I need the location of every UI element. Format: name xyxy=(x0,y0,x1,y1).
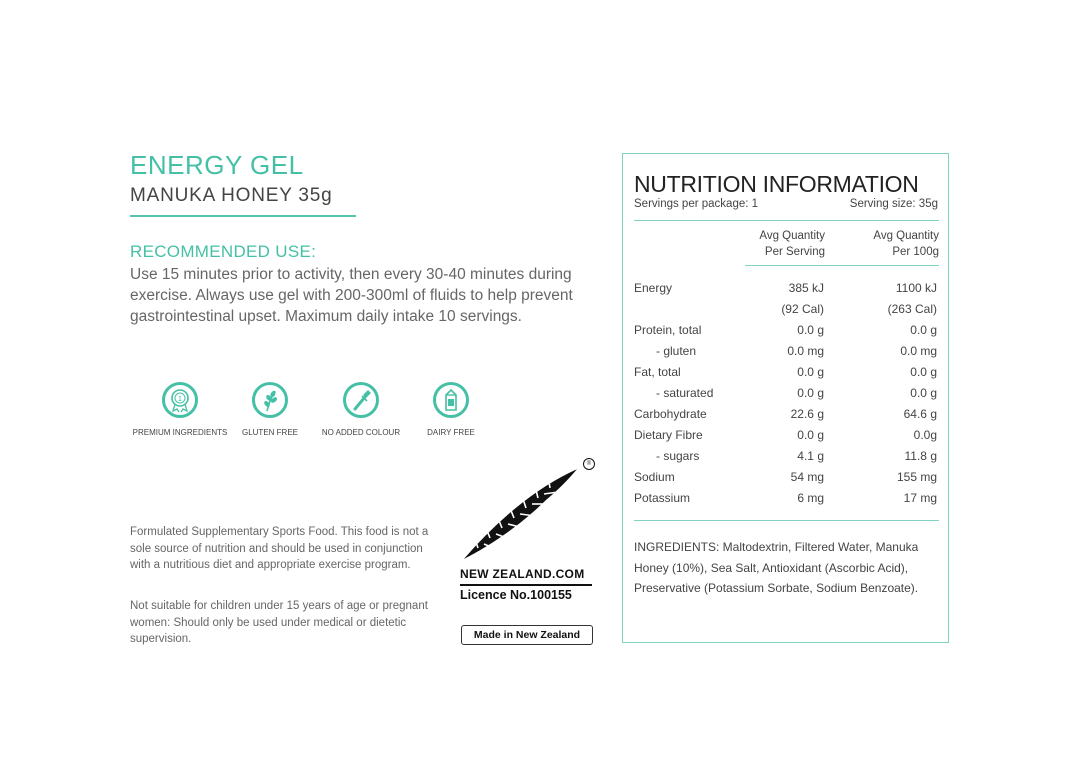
per-100g-value: 0.0 g xyxy=(910,323,937,337)
nutrition-divider xyxy=(634,220,939,221)
product-subtitle: MANUKA HONEY 35g xyxy=(130,185,333,206)
recommended-use-heading: RECOMMENDED USE: xyxy=(130,242,317,261)
per-100g-value: (263 Cal) xyxy=(887,302,937,316)
wheat-icon xyxy=(252,382,288,418)
per-serving-value: 0.0 mg xyxy=(787,344,824,358)
per-100g-value: 0.0 g xyxy=(910,386,937,400)
ingredients-text: INGREDIENTS: Maltodextrin, Filtered Water, Manuka Honey (10%), Sea Salt, Antioxidant (Ascorbic Acid), Preservative (Potassium Sorbate, Sodium Benzoate). xyxy=(634,540,919,595)
nutrient-label: Carbohydrate xyxy=(634,407,707,421)
registered-mark: ® xyxy=(583,458,595,470)
badge-label: PREMIUM INGREDIENTS xyxy=(132,428,228,437)
badge-dairy-free xyxy=(420,382,482,437)
table-row xyxy=(634,302,939,323)
badge-no-added-colour xyxy=(318,382,404,437)
per-serving-value: 385 kJ xyxy=(788,281,824,295)
nutrient-label: Energy xyxy=(634,281,673,295)
per-serving-value: (92 Cal) xyxy=(781,302,824,316)
recommended-use-text: Use 15 minutes prior to activity, then every 30-40 minutes during exercise. Always use gel with 200-300ml of fluids to help prevent gastrointestinal upset. Maximum daily intake 10 servings. xyxy=(130,266,573,325)
table-row xyxy=(634,344,939,365)
per-100g-value: 64.6 g xyxy=(903,407,937,421)
per-serving-value: 0.0 g xyxy=(797,386,824,400)
per-100g-value: 0.0 mg xyxy=(900,344,937,358)
col-per-serving-header: Avg Quantity Per Serving xyxy=(759,230,825,258)
table-row xyxy=(634,491,939,512)
per-serving-value: 22.6 g xyxy=(790,407,824,421)
svg-text:1: 1 xyxy=(177,395,183,403)
nz-licence-text: Licence No.100155 xyxy=(460,588,572,602)
col-per-100g-header: Avg Quantity Per 100g xyxy=(873,230,939,258)
table-row xyxy=(634,281,939,302)
table-row xyxy=(634,470,939,491)
serving-size: Serving size: 35g xyxy=(849,198,938,210)
per-100g-value: 1100 kJ xyxy=(895,281,937,295)
nutrient-label: - saturated xyxy=(656,386,714,400)
table-row xyxy=(634,428,939,449)
disclaimer-paragraph-2: Not suitable for children under 15 years of age or pregnant women: Should only be used under medical or dietetic supervision. xyxy=(130,600,428,645)
nutrient-label: Protein, total xyxy=(634,323,702,337)
nutrition-title: NUTRITION INFORMATION xyxy=(634,171,919,197)
table-row xyxy=(634,323,939,344)
nz-site-text: NEW ZEALAND.COM xyxy=(460,567,585,581)
disclaimer-paragraph-1: Formulated Supplementary Sports Food. This food is not a sole source of nutrition and should be used in conjunction with a nutritious diet and appropriate exercise program. xyxy=(130,526,429,571)
made-in-nz-badge: Made in New Zealand xyxy=(461,625,593,645)
table-row xyxy=(634,386,939,407)
table-row xyxy=(634,449,939,470)
badge-gluten-free xyxy=(236,382,304,437)
per-serving-value: 4.1 g xyxy=(797,449,824,463)
medal-icon xyxy=(162,382,198,418)
per-serving-value: 0.0 g xyxy=(797,428,824,442)
title-divider xyxy=(130,215,356,217)
table-row xyxy=(634,365,939,386)
per-100g-value: 0.0g xyxy=(913,428,937,442)
per-100g-value: 17 mg xyxy=(903,491,937,505)
per-serving-value: 0.0 g xyxy=(797,323,824,337)
silver-fern-icon xyxy=(458,460,598,568)
servings-per-package: Servings per package: 1 xyxy=(634,198,759,210)
per-100g-value: 0.0 g xyxy=(910,365,937,379)
nz-divider xyxy=(460,584,592,586)
milk-carton-icon xyxy=(433,382,469,418)
nutrient-label: Fat, total xyxy=(634,365,681,379)
nutrient-label: Potassium xyxy=(634,491,691,505)
nutrient-label: Sodium xyxy=(634,470,675,484)
badge-label: GLUTEN FREE xyxy=(241,428,298,437)
product-title: ENERGY GEL xyxy=(130,150,304,180)
header-divider xyxy=(745,265,939,266)
nutrient-label: Dietary Fibre xyxy=(634,428,703,442)
ingredients-divider xyxy=(634,520,939,521)
badge-label: NO ADDED COLOUR xyxy=(321,428,401,437)
badge-label: DAIRY FREE xyxy=(427,428,475,437)
nutrient-label: - gluten xyxy=(656,344,697,358)
table-row xyxy=(634,407,939,428)
per-serving-value: 6 mg xyxy=(797,491,824,505)
badge-premium-ingredients xyxy=(130,382,230,437)
per-serving-value: 54 mg xyxy=(790,470,824,484)
per-serving-value: 0.0 g xyxy=(797,365,824,379)
dropper-icon xyxy=(343,382,379,418)
nutrient-label: - sugars xyxy=(656,449,700,463)
per-100g-value: 11.8 g xyxy=(904,449,937,463)
per-100g-value: 155 mg xyxy=(896,470,937,484)
